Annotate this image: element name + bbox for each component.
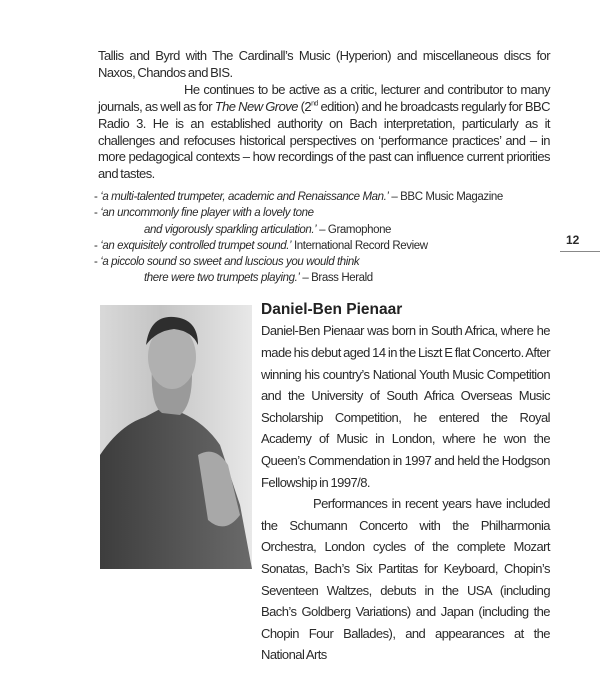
quote-source: – BBC Music Magazine — [388, 191, 503, 204]
quote-text: ‘an exquisitely controlled trumpet sound.’ — [100, 239, 292, 252]
quote-continuation — [94, 270, 550, 286]
text: edition) and he broadcasts regularly for BBC Radio 3. He is an established authority on Bach interpretation, particularly as it challenges and refocuses historical perspectives on ‘performance practices’ and – in more pedagogical contexts – how recordings of the past can influence current priorities and tastes. — [98, 98, 550, 182]
quote-continuation — [94, 222, 550, 238]
bio-paragraph-1: Daniel-Ben Pienaar was born in South Africa, where he made his debut aged 14 in the Liszt E flat Concerto. After winning his country’s National Youth Music Competition and the University of South Africa Overseas Music Scholarship Competition, he entered the Royal Academy of Music in London, where he won the Queen’s Commendation in 1997 and held the Hodgson Fellowship in 1997/8. — [261, 323, 550, 490]
intro-paragraph-2 — [98, 82, 550, 183]
artist-section — [94, 300, 550, 666]
quote: - ‘a piccolo sound so sweet and luscious you would think — [94, 256, 360, 269]
portrait-image — [100, 305, 252, 569]
artist-text-column — [261, 300, 550, 666]
page-number-rule — [560, 251, 600, 252]
quote-source: International Record Review — [291, 239, 428, 252]
publication-title: The New Grove — [214, 98, 298, 114]
quote: - ‘an uncommonly fine player with a lovely tone — [94, 207, 314, 220]
quote-text: ‘a multi-talented trumpeter, academic and Renaissance Man.’ — [100, 191, 389, 204]
quote-text: and vigorously sparkling articulation.’ — [144, 223, 317, 236]
intro-paragraph-1: Tallis and Byrd with The Cardinall’s Music (Hyperion) and miscellaneous discs for Naxos, Chandos and BIS. — [98, 48, 550, 80]
page-number: 12 — [566, 233, 580, 247]
quote-source: – Gramophone — [316, 223, 392, 236]
artist-photo — [100, 305, 252, 569]
quote-text: ‘a piccolo sound so sweet and luscious you would think — [100, 256, 360, 269]
text: He continues to be active as a critic, lecturer and contributor to many journals, as well as for — [98, 81, 550, 114]
artist-name-heading: Daniel-Ben Pienaar — [261, 301, 403, 319]
superscript: nd — [311, 100, 318, 108]
press-quotes — [94, 189, 550, 286]
quote: - ‘an exquisitely controlled trumpet sound.’ International Record Review — [94, 239, 428, 252]
quote-text: ‘an uncommonly fine player with a lovely tone — [100, 207, 314, 220]
intro-text — [94, 48, 550, 183]
quote: - ‘a multi-talented trumpeter, academic and Renaissance Man.’ – BBC Music Magazine — [94, 191, 503, 204]
text: (2 — [297, 98, 312, 114]
bio-paragraph-2: Performances in recent years have included the Schumann Concerto with the Philharmonia Orchestra, London cycles of the complete Mozart Sonatas, Bach’s Six Partitas for Keyboard, Chopin’s Seventeen Waltzes, debuts in the USA (including Bach’s Goldberg Variations) and Japan (including the Chopin Four Ballades), and appearances at the National Arts — [261, 496, 550, 663]
artist-biography — [261, 320, 550, 666]
quote-source: – Brass Herald — [299, 272, 373, 285]
quote-text: there were two trumpets playing.’ — [144, 272, 300, 285]
